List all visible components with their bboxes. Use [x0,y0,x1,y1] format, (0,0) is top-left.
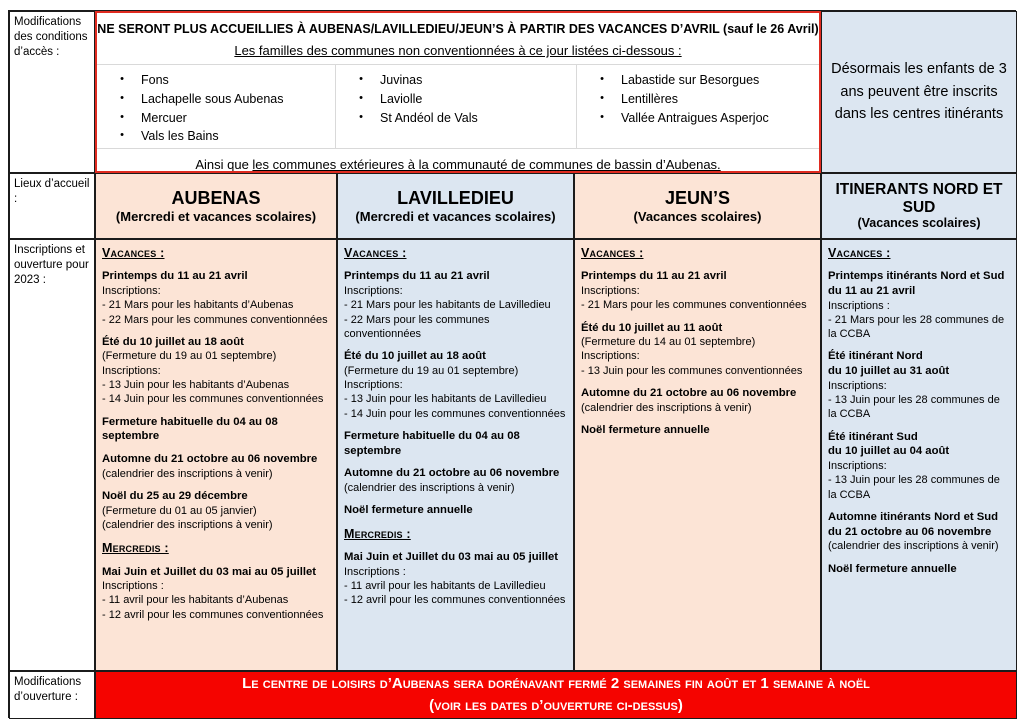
commune-item [99,109,333,128]
schedule-line: - 11 avril pour les habitants de Lavilledieu [344,580,546,593]
schedule-line: (Fermeture du 14 au 01 septembre) [581,336,756,349]
schedule-itinerants [821,239,1017,671]
schedule-line: - 13 Juin pour les 28 communes de la CCBA [828,394,1000,421]
schedule-jeuns [574,239,821,671]
commune-item [338,109,574,128]
schedule-line: - 12 avril pour les communes conventionnées [344,594,566,607]
commune-name: Mercuer [141,110,187,125]
schedule-line: - 13 Juin pour les communes conventionnées [581,364,803,377]
schedule-line: Inscriptions: [344,284,403,297]
venue-name: JEUN’S [664,187,731,208]
schedule-line: Mercredis : [344,526,411,541]
schedule-block [102,452,330,481]
schedule-line: - 11 avril pour les habitants d’Aubenas [102,594,289,607]
schedule-line: (calendrier des inscriptions à venir) [102,467,273,480]
commune-list [577,65,819,148]
schedule-line: - 14 Juin pour les communes conventionnées [344,407,566,420]
schedule-line: (Fermeture du 01 au 05 janvier) [102,504,257,517]
closure-banner-line1: Le centre de loisirs d’Aubenas sera dorénavant fermé 2 semaines fin août et 1 semaine à noël [242,675,870,693]
venue-subtitle: (Mercredi et vacances scolaires) [355,208,556,224]
commune-name: Lachapelle sous Aubenas [141,91,284,106]
schedule-line: Inscriptions: [581,284,640,297]
commune-item [338,71,574,90]
schedule-line: - 13 Juin pour les habitants de Lavilledieu [344,393,547,406]
commune-item [99,71,333,90]
schedule-line: - 13 Juin pour les habitants d’Aubenas [102,379,290,392]
closure-banner-line2: (voir les dates d’ouverture ci-dessus) [429,697,683,714]
bullet-icon: • [359,91,363,104]
schedule-line: Vacances : [344,246,407,260]
schedule-line: Été itinérant Nord [828,350,923,363]
row-label-opening-changes: Modifications d’ouverture : [9,671,95,719]
schedule-line: - 13 Juin pour les 28 communes de la CCBA [828,474,1000,501]
schedule-line: Été du 10 juillet au 18 août [344,350,486,363]
schedule-line: Automne du 21 octobre au 06 novembre [344,467,560,480]
commune-name: Vals les Bains [141,129,219,144]
venue-subtitle: (Vacances scolaires) [857,216,981,231]
schedule-line: Mai Juin et Juillet du 03 mai au 05 juillet [344,551,559,564]
schedule-line: du 10 juillet au 31 août [828,365,950,378]
schedule-block [581,245,814,261]
schedule-block [828,430,1010,502]
venue-subtitle: (Vacances scolaires) [633,208,762,224]
schedule-block [102,489,330,532]
schedule-line: Noël du 25 au 29 décembre [102,489,248,502]
schedule-line: Automne itinérants Nord et Sud [828,510,999,523]
bullet-icon: • [600,91,604,104]
schedule-line: Noël fermeture annuelle [581,424,710,437]
schedule-line: Fermeture habituelle du 04 au 08 septembre [102,415,278,443]
bullet-icon: • [359,73,363,85]
row-label-inscriptions: Inscriptions et ouverture pour 2023 : [9,239,95,671]
schedule-block [828,510,1010,554]
schedule-line: Noël fermeture annuelle [828,562,957,575]
schedule-block [102,565,330,623]
schedule-line: du 21 octobre au 06 novembre [828,525,992,538]
schedule-line: Vacances : [581,246,644,260]
access-conditions-box [95,11,821,173]
schedule-line: Printemps itinérants Nord et Sud [828,270,1005,283]
commune-item [579,71,817,90]
venue-header-aubenas [95,173,337,239]
schedule-line: Printemps du 11 au 21 avril [581,270,727,283]
schedule-block [581,386,814,415]
access-footer-underlined: les communes extérieures à la communauté de communes de bassin d’Aubenas. [252,157,721,172]
commune-name: Juvinas [380,73,423,87]
schedule-line: Inscriptions : [344,565,406,578]
schedule-line: Automne du 21 octobre au 06 novembre [102,453,318,466]
schedule-line: - 21 Mars pour les communes conventionnées [581,299,807,312]
commune-name: Fons [141,73,169,87]
schedule-table [8,10,1016,718]
schedule-line: Été du 10 juillet au 11 août [581,321,723,334]
schedule-aubenas [95,239,337,671]
schedule-block [344,269,567,341]
venue-name: AUBENAS [171,187,261,208]
commune-item [579,90,817,109]
schedule-block [581,423,814,438]
commune-name: St Andéol de Vals [380,110,478,125]
schedule-block [102,415,330,444]
commune-name: Laviolle [380,91,423,106]
commune-item [99,127,333,146]
schedule-line: (calendrier des inscriptions à venir) [828,540,999,553]
schedule-line: (Fermeture du 19 au 01 septembre) [344,364,519,377]
schedule-line: - 21 Mars pour les habitants d’Aubenas [102,299,294,312]
schedule-line: - 14 Juin pour les communes conventionnées [102,393,324,406]
schedule-line: Noël fermeture annuelle [344,504,473,517]
access-footer-prefix: Ainsi que [195,157,253,172]
schedule-line: (calendrier des inscriptions à venir) [344,481,515,494]
schedule-block [828,269,1010,341]
schedule-line: - 22 Mars pour les communes conventionnées [344,313,490,340]
bullet-icon: • [600,73,604,85]
schedule-line: - 21 Mars pour les 28 communes de la CCBA [828,313,1005,341]
schedule-line: Été du 10 juillet au 18 août [102,335,244,348]
communes-lists [97,64,819,149]
schedule-line: Inscriptions: [828,379,887,392]
schedule-block [102,269,330,327]
venue-name: LAVILLEDIEU [397,187,514,208]
itinerants-age-notice: Désormais les enfants de 3 ans peuvent être inscrits dans les centres itinérants [821,11,1017,173]
commune-list [97,65,336,148]
schedule-block [344,503,567,518]
schedule-lavilledieu [337,239,574,671]
schedule-line: Vacances : [828,246,891,260]
commune-item [338,90,574,109]
commune-list [336,65,577,148]
bullet-icon: • [600,110,604,123]
schedule-block [344,245,567,261]
schedule-block [344,466,567,495]
schedule-line: Inscriptions: [344,379,403,392]
bullet-icon: • [120,129,124,142]
access-title: NE SERONT PLUS ACCUEILLIES À AUBENAS/LAVILLEDIEU/JEUN’S À PARTIR DES VACANCES D’AVRIL (sauf le 26 Avril) [97,22,819,36]
venue-header-lavilledieu [337,173,574,239]
closure-banner [95,671,1017,719]
schedule-line: Printemps du 11 au 21 avril [102,270,248,283]
schedule-block [828,245,1010,261]
schedule-line: Automne du 21 octobre au 06 novembre [581,387,797,400]
venue-header-jeuns [574,173,821,239]
row-label-access-conditions: Modifications des conditions d’accès : [9,11,95,173]
commune-name: Labastide sur Besorgues [621,73,760,87]
schedule-block [581,321,814,379]
schedule-line: Fermeture habituelle du 04 au 08 septembre [344,429,520,457]
schedule-block [344,526,567,542]
schedule-line: - 22 Mars pour les communes conventionnées [102,313,328,326]
bullet-icon: • [120,91,124,104]
bullet-icon: • [120,110,124,123]
schedule-line: du 11 au 21 avril [828,284,916,297]
schedule-line: (calendrier des inscriptions à venir) [581,401,752,414]
schedule-block [581,269,814,312]
schedule-block [102,335,330,407]
commune-item [579,109,817,128]
schedule-line: Mai Juin et Juillet du 03 mai au 05 juillet [102,565,317,578]
schedule-block [344,429,567,458]
schedule-block [102,245,330,261]
commune-item [99,90,333,109]
schedule-block [344,550,567,608]
schedule-line: Inscriptions: [102,284,161,297]
venue-subtitle: (Mercredi et vacances scolaires) [115,208,317,224]
schedule-line: - 12 avril pour les communes conventionnées [102,608,324,621]
schedule-line: Inscriptions : [828,299,890,312]
schedule-line: (calendrier des inscriptions à venir) [102,518,273,531]
bullet-icon: • [120,73,124,85]
bullet-icon: • [359,110,363,123]
schedule-line: Printemps du 11 au 21 avril [344,270,490,283]
schedule-line: (Fermeture du 19 au 01 septembre) [102,350,277,363]
schedule-line: Vacances : [102,246,165,260]
schedule-line: Inscriptions : [102,580,164,593]
access-subtitle: Les familles des communes non conventionnées à ce jour listées ci-dessous : [234,43,682,58]
schedule-block [828,349,1010,421]
schedule-block [102,540,330,556]
schedule-block [344,349,567,421]
venue-header-itinerants [821,173,1017,239]
commune-name: Vallée Antraigues Asperjoc [621,110,769,125]
access-footer [97,149,819,173]
schedule-line: Inscriptions: [828,460,887,473]
row-label-venues: Lieux d’accueil : [9,173,95,239]
schedule-line: - 21 Mars pour les habitants de Lavilledieu [344,299,551,312]
schedule-block [828,562,1010,577]
schedule-line: Inscriptions: [581,350,640,363]
schedule-line: du 10 juillet au 04 août [828,445,950,458]
schedule-line: Été itinérant Sud [828,430,918,443]
schedule-line: Mercredis : [102,541,169,556]
commune-name: Lentillères [621,91,678,106]
schedule-line: Inscriptions: [102,364,161,377]
venue-name: ITINERANTS NORD ET SUD [835,180,1003,216]
